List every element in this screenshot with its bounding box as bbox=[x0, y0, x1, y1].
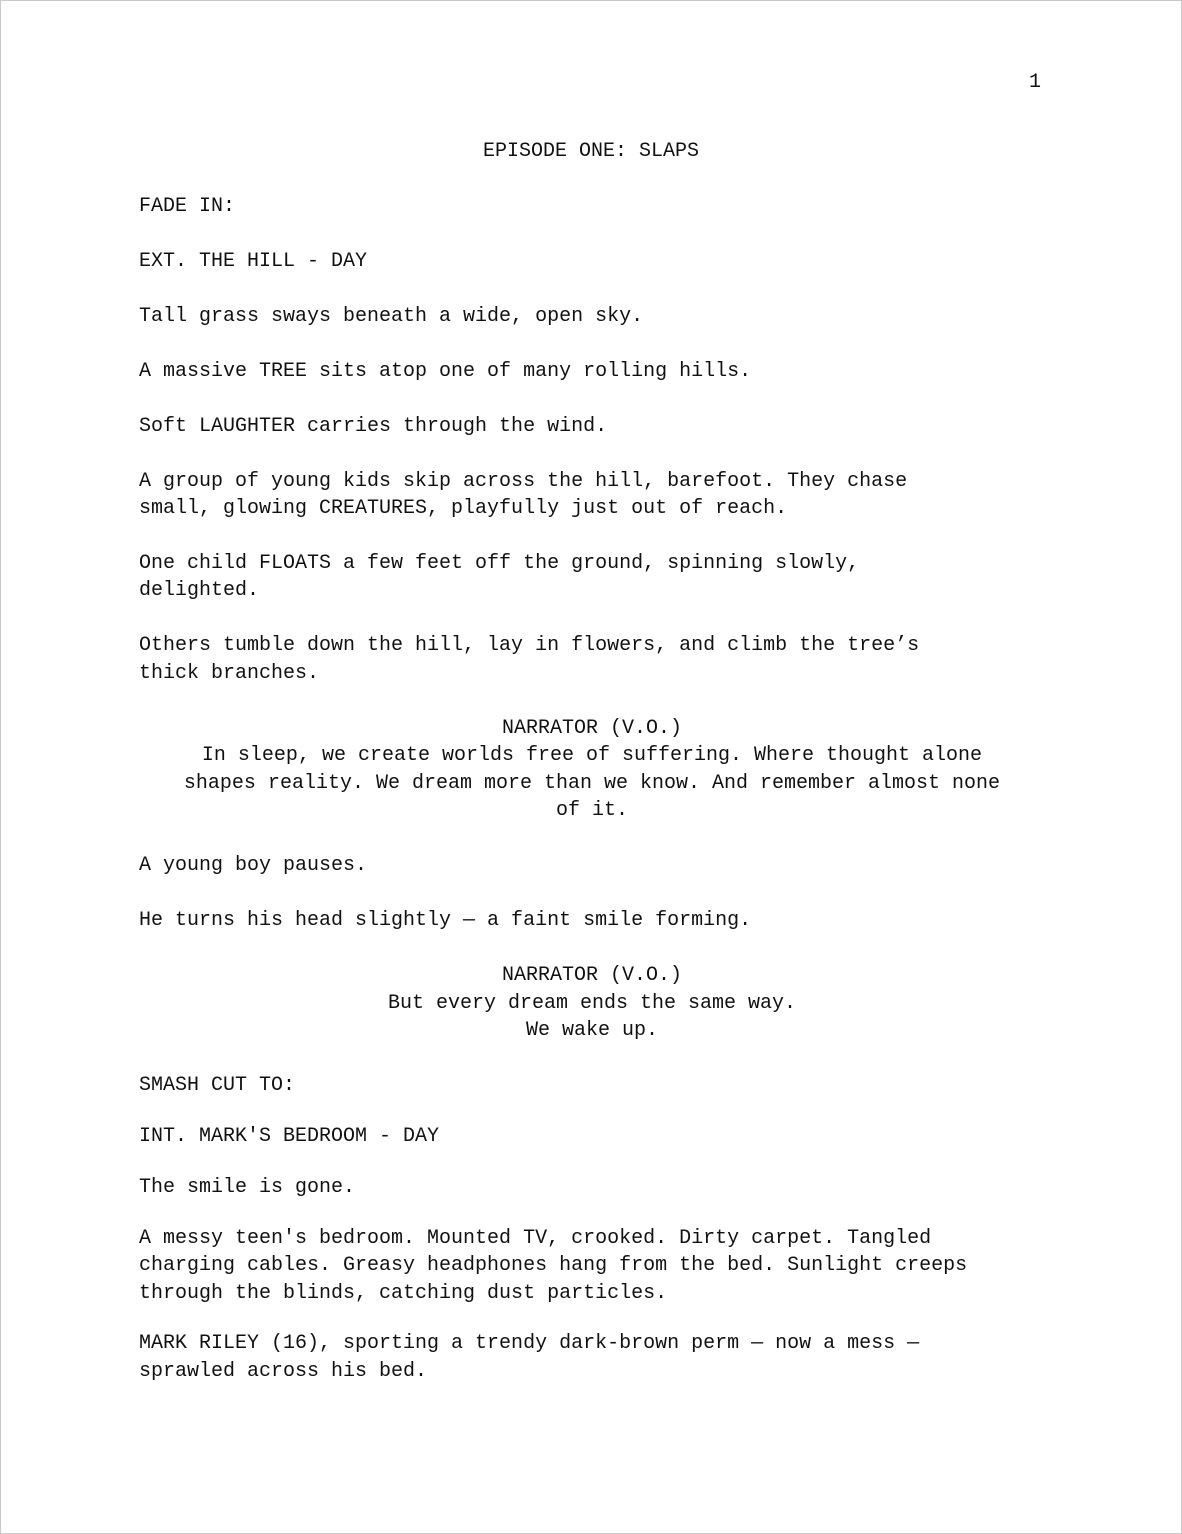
character-cue: NARRATOR (V.O.) bbox=[501, 964, 683, 987]
action-line: charging cables. Greasy headphones hang from the bed. Sunlight creeps bbox=[139, 1254, 968, 1277]
action-line: through the blinds, catching dust particles. bbox=[139, 1282, 668, 1305]
action-line: Others tumble down the hill, lay in flowers, and climb the tree’s bbox=[139, 634, 920, 657]
action-line: MARK RILEY (16), sporting a trendy dark-brown perm — now a mess — bbox=[139, 1332, 920, 1355]
transition-fade-in: FADE IN: bbox=[139, 195, 236, 218]
dialogue-line: In sleep, we create worlds free of suffering. Where thought alone bbox=[201, 744, 983, 767]
episode-title: EPISODE ONE: SLAPS bbox=[482, 140, 700, 163]
action-line: A young boy pauses. bbox=[139, 854, 368, 877]
action-line: The smile is gone. bbox=[139, 1176, 356, 1199]
action-line: A massive TREE sits atop one of many rolling hills. bbox=[139, 360, 752, 383]
action-line: thick branches. bbox=[139, 662, 320, 685]
scene-heading-bedroom: INT. MARK'S BEDROOM - DAY bbox=[139, 1125, 440, 1148]
dialogue-line: We wake up. bbox=[525, 1019, 659, 1042]
dialogue-line: shapes reality. We dream more than we know. And remember almost none bbox=[183, 772, 1001, 795]
action-line: One child FLOATS a few feet off the ground, spinning slowly, bbox=[139, 552, 860, 575]
action-line: Tall grass sways beneath a wide, open sky. bbox=[139, 305, 644, 328]
action-line: Soft LAUGHTER carries through the wind. bbox=[139, 415, 608, 438]
action-line: small, glowing CREATURES, playfully just out of reach. bbox=[139, 497, 788, 520]
action-line: sprawled across his bed. bbox=[139, 1360, 428, 1383]
action-line: A group of young kids skip across the hill, barefoot. They chase bbox=[139, 470, 908, 493]
character-cue: NARRATOR (V.O.) bbox=[501, 717, 683, 740]
scene-heading-hill: EXT. THE HILL - DAY bbox=[139, 250, 368, 273]
dialogue-line: But every dream ends the same way. bbox=[387, 992, 797, 1015]
action-line: A messy teen's bedroom. Mounted TV, crooked. Dirty carpet. Tangled bbox=[139, 1227, 932, 1250]
action-line: delighted. bbox=[139, 579, 260, 602]
transition-smash-cut: SMASH CUT TO: bbox=[139, 1074, 296, 1097]
dialogue-line: of it. bbox=[555, 799, 628, 822]
page-number: 1 bbox=[1028, 71, 1041, 94]
action-line: He turns his head slightly — a faint smile forming. bbox=[139, 909, 752, 932]
